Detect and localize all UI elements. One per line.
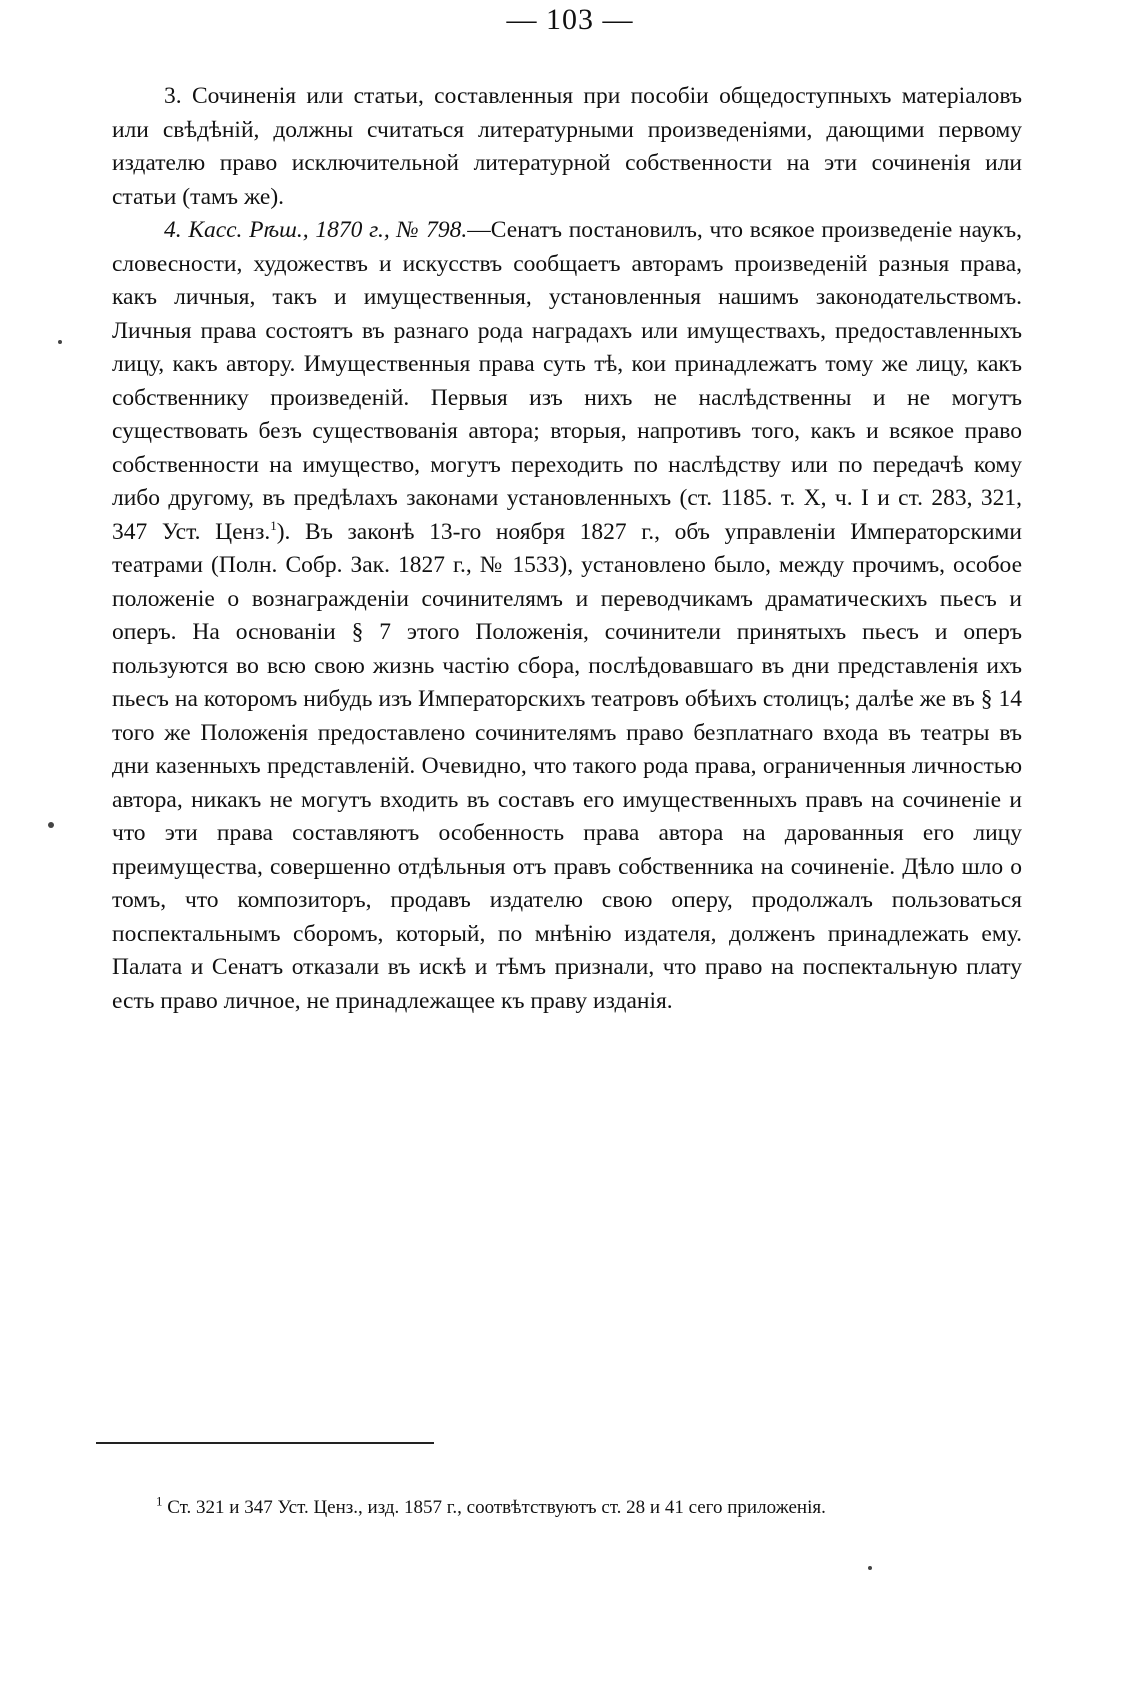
footnote-text: Ст. 321 и 347 Уст. Ценз., изд. 1857 г., соотвѣтствуютъ ст. 28 и 41 сего приложенія.: [167, 1497, 826, 1518]
paragraph-4: [112, 214, 1022, 1018]
case-citation: 4. Касс. Рѣш., 1870 г., № 798.: [164, 217, 468, 243]
page-number: — 103 —: [506, 3, 634, 36]
footnote-reference[interactable]: 1: [270, 517, 277, 533]
footnote-mark: 1: [156, 1493, 163, 1509]
main-text: [112, 80, 1022, 1018]
ink-speck: [58, 340, 62, 344]
footnote-separator: [96, 1442, 434, 1444]
paragraph-4-text-b: ). Въ законѣ 13-го ноября 1827 г., объ управленіи Императорскими театрами (Полн. Собр. Зак. 1827 г., № 1533), установлено было, между прочимъ, особое положеніе о вознагражденіи сочинителямъ и переводчикамъ драматическихъ пьесъ и оперъ. На основаніи § 7 этого Положенія, сочинители принятыхъ пьесъ и оперъ пользуются во всю свою жизнь частію сбора, послѣдовавшаго въ дни представленія ихъ пьесъ на которомъ нибудь изъ Императорскихъ театровъ обѣихъ столицъ; далѣе же въ § 14 того же Положенія предоставлено сочинителямъ право безплатнаго входа въ театры въ дни казенныхъ представленій. Очевидно, что такого рода права, ограниченныя личностью автора, никакъ не могутъ входить въ составъ его имущественныхъ правъ на сочиненіе и что эти права составляютъ особенность права автора на дарованныя его лицу преимущества, совершенно отдѣльныя отъ правъ собственника на сочиненіе. Дѣло шло о томъ, что композиторъ, продавъ издателю свою оперу, продолжалъ пользоваться поспектальнымъ сборомъ, который, по мнѣнію издателя, долженъ принадлежать ему. Палата и Сенатъ отказали въ искѣ и тѣмъ признали, что право на поспектальную плату есть право личное, не принадлежащее къ праву изданія.: [112, 518, 1022, 1014]
ink-speck: [868, 1566, 872, 1570]
footnote: [112, 1490, 1020, 1526]
ink-speck: [48, 822, 54, 828]
paragraph-4-text-a: —Сенатъ постановилъ, что всякое произведеніе наукъ, словесности, художествъ и искусствъ сообщаетъ авторамъ произведеній разныя права, какъ личныя, такъ и имущественныя, установленныя нашимъ законодательствомъ. Личныя права состоятъ въ разнаго рода наградахъ или имуществахъ, предоставленныхъ лицу, какъ автору. Имущественныя права суть тѣ, кои принадлежатъ тому же лицу, какъ собственнику произведеній. Первыя изъ нихъ не наслѣдственны и не могутъ существовать безъ существованія автора; вторыя, напротивъ того, какъ и всякое право собственности на имущество, могутъ переходить по наслѣдству или по передачѣ кому либо другому, въ предѣлахъ законами установленныхъ (ст. 1185. т. X, ч. I и ст. 283, 321, 347 Уст. Ценз.: [112, 217, 1022, 545]
paragraph-3: 3. Сочиненія или статьи, составленныя при пособіи общедоступныхъ матеріаловъ или свѣдѣній, должны считаться литературными произведеніями, дающими первому издателю право исключительной литературной собственности на эти сочиненія или статьи (тамъ же).: [112, 83, 1022, 210]
